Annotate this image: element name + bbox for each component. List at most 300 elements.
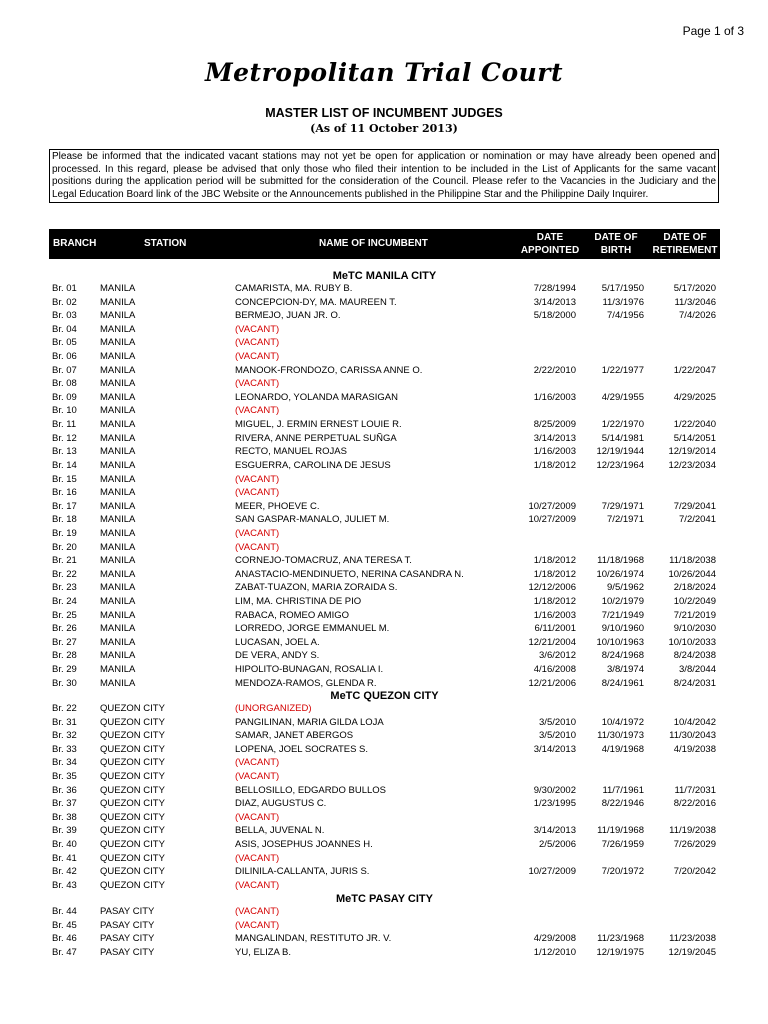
table-row — [49, 905, 720, 919]
cell-birth: 5/17/1950 — [601, 283, 644, 294]
table-row — [49, 486, 720, 500]
cell-station: MANILA — [100, 527, 136, 539]
cell-appointed: 3/6/2012 — [539, 650, 576, 662]
cell-station: QUEZON CITY — [100, 811, 165, 823]
cell-branch: Br. 40 — [52, 839, 77, 851]
cell-birth: 9/5/1962 — [607, 582, 644, 594]
table-row — [49, 527, 720, 541]
cell-name: (VACANT) — [235, 405, 280, 417]
cell-appointed: 5/18/2000 — [533, 310, 576, 322]
cell-name: ANASTACIO-MENDINUETO, NERINA CASANDRA N. — [235, 568, 464, 580]
cell-branch: Br. 35 — [52, 771, 77, 783]
cell-branch: Br. 30 — [52, 677, 77, 689]
cell-station: MANILA — [100, 459, 136, 471]
cell-appointed: 7/28/1994 — [533, 283, 576, 294]
col-retire-line2: RETIREMENT — [652, 245, 718, 256]
cell-retirement: 11/3/2046 — [674, 296, 716, 308]
table-row — [49, 729, 720, 743]
cell-appointed: 1/23/1995 — [533, 798, 576, 810]
as-of-date: (As of 11 October 2013) — [310, 122, 458, 135]
cell-branch: Br. 45 — [52, 919, 77, 931]
cell-branch: Br. 18 — [52, 514, 77, 526]
cell-name: RABACA, ROMEO AMIGO — [235, 609, 350, 621]
cell-branch: Br. 14 — [52, 459, 77, 471]
cell-name: ASIS, JOSEPHUS JOANNES H. — [235, 839, 373, 851]
cell-station: MANILA — [100, 310, 136, 322]
cell-name: (VACANT) — [235, 852, 280, 864]
cell-name: MEER, PHOEVE C. — [235, 500, 320, 512]
cell-retirement: 9/10/2030 — [673, 623, 716, 635]
cell-branch: Br. 27 — [52, 636, 77, 648]
table-row — [49, 609, 720, 623]
cell-station: MANILA — [100, 582, 136, 594]
cell-retirement: 11/30/2043 — [669, 730, 716, 742]
cell-name: (VACANT) — [235, 351, 280, 363]
cell-branch: Br. 26 — [52, 623, 77, 635]
cell-station: QUEZON CITY — [100, 730, 165, 742]
table-row — [49, 336, 720, 350]
cell-name: (VACANT) — [235, 757, 280, 769]
cell-birth: 4/19/1968 — [601, 743, 644, 755]
col-retirement — [649, 231, 721, 257]
table-row — [49, 296, 720, 310]
cell-station: MANILA — [100, 596, 136, 608]
cell-station: PASAY CITY — [100, 946, 155, 958]
cell-name: (VACANT) — [235, 541, 280, 553]
cell-name: BELLA, JUVENAL N. — [235, 825, 325, 837]
cell-retirement: 2/18/2024 — [673, 582, 716, 594]
cell-station: MANILA — [100, 677, 136, 689]
col-name: NAME OF INCUMBENT — [319, 238, 428, 249]
cell-birth: 11/30/1973 — [597, 730, 644, 742]
cell-branch: Br. 37 — [52, 798, 77, 810]
cell-appointed: 12/21/2006 — [528, 677, 576, 689]
cell-branch: Br. 09 — [52, 391, 77, 403]
cell-station: MANILA — [100, 351, 136, 363]
table-row — [49, 622, 720, 636]
cell-birth: 9/10/1960 — [601, 623, 644, 635]
cell-appointed: 3/14/2013 — [533, 432, 576, 444]
cell-station: MANILA — [100, 514, 136, 526]
cell-branch: Br. 44 — [52, 906, 77, 917]
cell-birth: 7/2/1971 — [607, 514, 644, 526]
cell-retirement: 1/22/2047 — [673, 364, 716, 376]
cell-branch: Br. 31 — [52, 716, 77, 728]
cell-appointed: 1/16/2003 — [533, 446, 576, 458]
cell-station: QUEZON CITY — [100, 825, 165, 837]
cell-station: MANILA — [100, 296, 136, 308]
cell-branch: Br. 16 — [52, 487, 77, 499]
cell-branch: Br. 10 — [52, 405, 77, 417]
table-row — [49, 702, 720, 716]
cell-branch: Br. 15 — [52, 473, 77, 485]
col-retire-line1: DATE OF — [663, 232, 707, 243]
cell-retirement: 8/24/2038 — [673, 650, 716, 662]
table-row — [49, 364, 720, 378]
col-station: STATION — [144, 238, 187, 249]
cell-birth: 8/22/1946 — [601, 798, 644, 810]
table-row — [49, 541, 720, 555]
cell-birth: 4/29/1955 — [601, 391, 644, 403]
cell-name: CONCEPCION-DY, MA. MAUREEN T. — [235, 296, 397, 308]
cell-appointed: 6/11/2001 — [534, 623, 576, 635]
cell-name: RIVERA, ANNE PERPETUAL SUÑGA — [235, 432, 397, 444]
cell-appointed: 10/27/2009 — [528, 866, 576, 878]
col-appointed-line2: APPOINTED — [520, 245, 580, 256]
cell-birth: 7/20/1972 — [601, 866, 644, 878]
cell-station: QUEZON CITY — [100, 784, 165, 796]
cell-branch: Br. 13 — [52, 446, 77, 458]
cell-name: DE VERA, ANDY S. — [235, 650, 320, 662]
table-row — [49, 459, 720, 473]
cell-name: CAMARISTA, MA. RUBY B. — [235, 283, 353, 294]
cell-branch: Br. 46 — [52, 933, 77, 945]
table-row — [49, 473, 720, 487]
cell-branch: Br. 22 — [52, 568, 77, 580]
cell-name: BELLOSILLO, EDGARDO BULLOS — [235, 784, 387, 796]
cell-branch: Br. 28 — [52, 650, 77, 662]
table-row — [49, 797, 720, 811]
cell-birth: 5/14/1981 — [601, 432, 644, 444]
cell-station: MANILA — [100, 419, 136, 431]
cell-branch: Br. 19 — [52, 527, 77, 539]
cell-branch: Br. 07 — [52, 364, 77, 376]
cell-name: (VACANT) — [235, 323, 280, 335]
cell-name: MIGUEL, J. ERMIN ERNEST LOUIE R. — [235, 419, 402, 431]
cell-retirement: 5/14/2051 — [673, 432, 716, 444]
cell-branch: Br. 25 — [52, 609, 77, 621]
cell-birth: 12/19/1944 — [596, 446, 644, 458]
cell-branch: Br. 41 — [52, 852, 77, 864]
cell-appointed: 8/25/2009 — [533, 419, 576, 431]
cell-branch: Br. 43 — [52, 879, 77, 891]
cell-birth: 12/23/1964 — [596, 459, 644, 471]
table-row — [49, 919, 720, 933]
table-row — [49, 282, 720, 296]
cell-retirement: 12/23/2034 — [668, 459, 716, 471]
table-row — [49, 350, 720, 364]
cell-name: (VACANT) — [235, 879, 280, 891]
cell-retirement: 10/2/2049 — [673, 596, 716, 608]
cell-name: (VACANT) — [235, 337, 280, 349]
document-title: Metropolitan Trial Court — [204, 58, 564, 87]
cell-branch: Br. 32 — [52, 730, 77, 742]
cell-station: MANILA — [100, 609, 136, 621]
cell-birth: 10/2/1979 — [601, 596, 644, 608]
cell-branch: Br. 11 — [52, 419, 77, 431]
table-row — [49, 649, 720, 663]
cell-branch: Br. 01 — [52, 283, 77, 294]
cell-station: QUEZON CITY — [100, 757, 165, 769]
cell-branch: Br. 21 — [52, 555, 77, 567]
col-birth — [587, 231, 645, 257]
cell-retirement: 7/20/2042 — [673, 866, 716, 878]
cell-branch: Br. 04 — [52, 323, 77, 335]
table-row — [49, 879, 720, 893]
cell-retirement: 7/21/2019 — [673, 609, 716, 621]
cell-name: LIM, MA. CHRISTINA DE PIO — [235, 596, 362, 608]
cell-appointed: 3/14/2013 — [533, 296, 576, 308]
cell-station: MANILA — [100, 664, 136, 676]
cell-branch: Br. 06 — [52, 351, 77, 363]
cell-branch: Br. 05 — [52, 337, 77, 349]
cell-station: MANILA — [100, 473, 136, 485]
cell-station: PASAY CITY — [100, 906, 155, 917]
cell-station: PASAY CITY — [100, 933, 155, 945]
cell-name: LUCASAN, JOEL A. — [235, 636, 320, 648]
cell-birth: 7/29/1971 — [601, 500, 644, 512]
cell-birth: 1/22/1970 — [601, 419, 644, 431]
cell-name: ZABAT-TUAZON, MARIA ZORAIDA S. — [235, 582, 398, 594]
cell-birth: 7/26/1959 — [601, 839, 644, 851]
cell-name: SAN GASPAR-MANALO, JULIET M. — [235, 514, 390, 526]
table-row — [49, 554, 720, 568]
cell-name: ESGUERRA, CAROLINA DE JESUS — [235, 459, 391, 471]
cell-birth: 8/24/1968 — [601, 650, 644, 662]
cell-retirement: 12/19/2045 — [668, 946, 716, 958]
table-row — [49, 677, 720, 691]
page-indicator: Page 1 of 3 — [682, 24, 744, 38]
cell-branch: Br. 36 — [52, 784, 77, 796]
cell-station: MANILA — [100, 391, 136, 403]
cell-station: MANILA — [100, 636, 136, 648]
cell-appointed: 4/16/2008 — [533, 664, 576, 676]
cell-branch: Br. 39 — [52, 825, 77, 837]
cell-appointed: 1/18/2012 — [533, 555, 576, 567]
table-row — [49, 743, 720, 757]
cell-appointed: 1/16/2003 — [533, 609, 576, 621]
cell-retirement: 7/26/2029 — [673, 839, 716, 851]
cell-appointed: 4/29/2008 — [533, 933, 576, 945]
cell-appointed: 1/18/2012 — [533, 459, 576, 471]
col-birth-line1: DATE OF — [594, 232, 638, 243]
table-row — [49, 309, 720, 323]
cell-retirement: 10/26/2044 — [668, 568, 716, 580]
cell-name: YU, ELIZA B. — [235, 946, 291, 958]
cell-appointed: 2/5/2006 — [539, 839, 576, 851]
table-row — [49, 663, 720, 677]
cell-station: QUEZON CITY — [100, 839, 165, 851]
section-rows — [49, 282, 720, 690]
cell-name: MANGALINDAN, RESTITUTO JR. V. — [235, 933, 392, 945]
table-row — [49, 784, 720, 798]
cell-name: BERMEJO, JUAN JR. O. — [235, 310, 341, 322]
section-rows — [49, 905, 720, 959]
cell-appointed: 12/21/2004 — [528, 636, 576, 648]
cell-retirement: 5/17/2020 — [673, 283, 716, 294]
cell-birth: 10/10/1963 — [596, 636, 644, 648]
cell-appointed: 3/5/2010 — [539, 716, 576, 728]
cell-retirement: 10/4/2042 — [673, 716, 716, 728]
cell-branch: Br. 23 — [52, 582, 77, 594]
cell-station: MANILA — [100, 500, 136, 512]
table-row — [49, 946, 720, 960]
cell-name: DIAZ, AUGUSTUS C. — [235, 798, 327, 810]
table-row — [49, 581, 720, 595]
table-row — [49, 756, 720, 770]
cell-birth: 7/4/1956 — [607, 310, 644, 322]
cell-branch: Br. 33 — [52, 743, 77, 755]
cell-name: HIPOLITO-BUNAGAN, ROSALIA I. — [235, 664, 384, 676]
cell-name: (VACANT) — [235, 487, 280, 499]
cell-retirement: 1/22/2040 — [673, 419, 716, 431]
cell-name: MENDOZA-RAMOS, GLENDA R. — [235, 677, 377, 689]
cell-birth: 11/19/1968 — [597, 825, 644, 837]
cell-branch: Br. 03 — [52, 310, 77, 322]
table-row — [49, 824, 720, 838]
cell-retirement: 7/29/2041 — [673, 500, 716, 512]
cell-name: SAMAR, JANET ABERGOS — [235, 730, 354, 742]
cell-birth: 8/24/1961 — [601, 677, 644, 689]
table-row — [49, 838, 720, 852]
cell-appointed: 1/18/2012 — [533, 596, 576, 608]
document-subtitle: MASTER LIST OF INCUMBENT JUDGES — [265, 106, 503, 120]
cell-station: QUEZON CITY — [100, 798, 165, 810]
table-row — [49, 513, 720, 527]
table-row — [49, 432, 720, 446]
cell-branch: Br. 38 — [52, 811, 77, 823]
col-appointed — [517, 231, 583, 257]
cell-station: MANILA — [100, 432, 136, 444]
section-title: MeTC QUEZON CITY — [330, 690, 439, 702]
cell-branch: Br. 47 — [52, 946, 77, 958]
cell-retirement: 11/23/2038 — [669, 933, 716, 945]
cell-birth: 10/4/1972 — [601, 716, 644, 728]
cell-station: QUEZON CITY — [100, 879, 165, 891]
table-row — [49, 404, 720, 418]
cell-station: MANILA — [100, 283, 136, 294]
cell-retirement: 12/19/2014 — [668, 446, 716, 458]
cell-branch: Br. 20 — [52, 541, 77, 553]
cell-station: MANILA — [100, 541, 136, 553]
table-row — [49, 595, 720, 609]
cell-name: LORREDO, JORGE EMMANUEL M. — [235, 623, 390, 635]
cell-name: (VACANT) — [235, 473, 280, 485]
cell-name: LOPENA, JOEL SOCRATES S. — [235, 743, 369, 755]
cell-appointed: 3/5/2010 — [539, 730, 576, 742]
table-row — [49, 500, 720, 514]
cell-station: MANILA — [100, 623, 136, 635]
table-row — [49, 377, 720, 391]
table-row — [49, 391, 720, 405]
cell-station: MANILA — [100, 446, 136, 458]
cell-name: (VACANT) — [235, 919, 280, 931]
col-birth-line2: BIRTH — [600, 245, 632, 256]
cell-name: PANGILINAN, MARIA GILDA LOJA — [235, 716, 384, 728]
table-row — [49, 770, 720, 784]
cell-station: QUEZON CITY — [100, 852, 165, 864]
cell-retirement: 10/10/2033 — [668, 636, 716, 648]
cell-appointed: 10/27/2009 — [528, 500, 576, 512]
cell-retirement: 11/7/2031 — [674, 784, 716, 796]
cell-birth: 7/21/1949 — [601, 609, 644, 621]
cell-appointed: 12/12/2006 — [528, 582, 576, 594]
cell-appointed: 9/30/2002 — [533, 784, 576, 796]
cell-station: MANILA — [100, 568, 136, 580]
cell-station: QUEZON CITY — [100, 743, 165, 755]
cell-station: MANILA — [100, 487, 136, 499]
cell-branch: Br. 17 — [52, 500, 77, 512]
cell-station: MANILA — [100, 378, 136, 390]
table-header — [49, 229, 720, 259]
cell-branch: Br. 34 — [52, 757, 77, 769]
cell-appointed: 3/14/2013 — [533, 743, 576, 755]
col-appointed-line1: DATE — [536, 232, 564, 243]
cell-station: PASAY CITY — [100, 919, 155, 931]
cell-station: MANILA — [100, 364, 136, 376]
table-row — [49, 932, 720, 946]
cell-station: MANILA — [100, 650, 136, 662]
cell-name: (VACANT) — [235, 906, 280, 917]
cell-branch: Br. 22 — [52, 703, 77, 714]
cell-birth: 11/7/1961 — [602, 784, 644, 796]
cell-name: (VACANT) — [235, 811, 280, 823]
cell-name: (VACANT) — [235, 378, 280, 390]
cell-station: QUEZON CITY — [100, 866, 165, 878]
cell-appointed: 2/22/2010 — [533, 364, 576, 376]
section-title: MeTC PASAY CITY — [336, 893, 433, 905]
section-title: MeTC MANILA CITY — [332, 270, 437, 282]
cell-station: MANILA — [100, 337, 136, 349]
cell-branch: Br. 02 — [52, 296, 77, 308]
table-row — [49, 636, 720, 650]
cell-birth: 1/22/1977 — [601, 364, 644, 376]
cell-retirement: 11/18/2038 — [669, 555, 716, 567]
cell-retirement: 7/4/2026 — [679, 310, 716, 322]
cell-appointed: 1/12/2010 — [533, 946, 576, 958]
table-row — [49, 568, 720, 582]
cell-retirement: 11/19/2038 — [669, 825, 716, 837]
table-row — [49, 852, 720, 866]
cell-branch: Br. 42 — [52, 866, 77, 878]
cell-branch: Br. 12 — [52, 432, 77, 444]
cell-retirement: 4/19/2038 — [673, 743, 716, 755]
cell-birth: 12/19/1975 — [596, 946, 644, 958]
notice-box: Please be informed that the indicated vacant stations may not yet be open for application or nomination or may have already been opened and processed. In this regard, please be advised that only those who filed their intention to be included in the List of Applicants for the same vacant positions during the application period will be submitted for the consideration of the Council. Please refer to the Vacancies in the Judiciary and the Legal Education Board link of the JBC Website or the Announcements published in the Philippine Star and the Philippine Daily Inquirer. — [49, 149, 719, 203]
cell-retirement: 4/29/2025 — [673, 391, 716, 403]
cell-name: LEONARDO, YOLANDA MARASIGAN — [235, 391, 398, 403]
cell-name: RECTO, MANUEL ROJAS — [235, 446, 347, 458]
table-row — [49, 811, 720, 825]
cell-retirement: 7/2/2041 — [679, 514, 716, 526]
cell-birth: 11/23/1968 — [597, 933, 644, 945]
cell-birth: 11/3/1976 — [602, 296, 644, 308]
cell-name: CORNEJO-TOMACRUZ, ANA TERESA T. — [235, 555, 412, 567]
cell-name: (VACANT) — [235, 771, 280, 783]
cell-name: DILINILA-CALLANTA, JURIS S. — [235, 866, 370, 878]
section-rows — [49, 702, 720, 893]
cell-branch: Br. 08 — [52, 378, 77, 390]
cell-branch: Br. 29 — [52, 664, 77, 676]
cell-appointed: 1/16/2003 — [533, 391, 576, 403]
cell-retirement: 8/24/2031 — [673, 677, 716, 689]
cell-appointed: 10/27/2009 — [528, 514, 576, 526]
cell-name: MANOOK-FRONDOZO, CARISSA ANNE O. — [235, 364, 423, 376]
cell-birth: 10/26/1974 — [596, 568, 644, 580]
cell-retirement: 8/22/2016 — [673, 798, 716, 810]
cell-name: (UNORGANIZED) — [235, 703, 312, 714]
cell-station: MANILA — [100, 405, 136, 417]
table-row — [49, 445, 720, 459]
cell-appointed: 1/18/2012 — [533, 568, 576, 580]
cell-station: QUEZON CITY — [100, 703, 165, 714]
table-row — [49, 865, 720, 879]
col-branch: BRANCH — [53, 238, 97, 249]
cell-birth: 3/8/1974 — [607, 664, 644, 676]
cell-station: MANILA — [100, 555, 136, 567]
cell-station: MANILA — [100, 323, 136, 335]
cell-retirement: 3/8/2044 — [679, 664, 716, 676]
